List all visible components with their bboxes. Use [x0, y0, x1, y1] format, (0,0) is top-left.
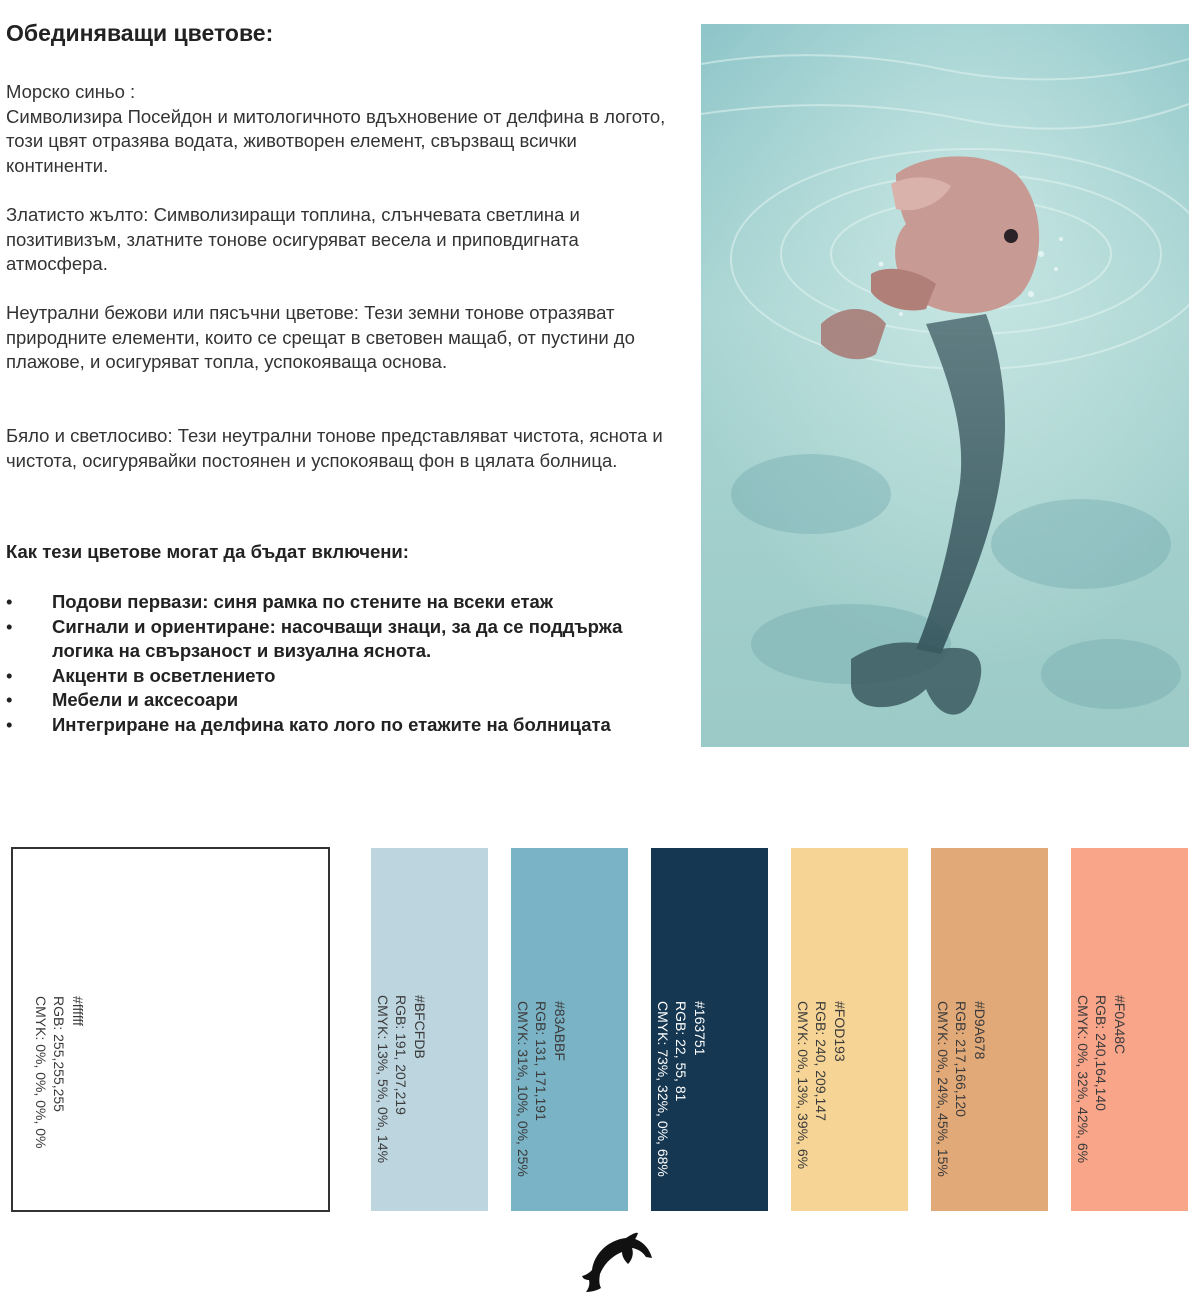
swatch-cmyk: CMYK: 0%, 24%, 45%, 15% [935, 1001, 951, 1177]
bullet-symbol: • [6, 664, 13, 686]
swatch-hex: #83ABBF [552, 1001, 568, 1061]
list-item [6, 664, 656, 689]
swatch-rgb: RGB: 240,164,140 [1093, 995, 1110, 1111]
bullet-symbol: • [6, 615, 13, 637]
swatch-cmyk: CMYK: 13%, 5%, 0%, 14% [375, 995, 391, 1164]
swatch-rgb: RGB: 217,166,120 [953, 1001, 970, 1117]
swatch-rgb: RGB: 131, 171,191 [533, 1001, 550, 1121]
swatch-white [11, 847, 330, 1212]
swatch-hex: #FOD193 [832, 1001, 848, 1062]
bullet-symbol: • [6, 713, 13, 735]
swatch-cmyk: CMYK: 73%, 32%, 0%, 68% [655, 1001, 671, 1177]
swatch-label [1074, 995, 1130, 1163]
swatch-mid-blue [511, 848, 628, 1211]
swatch-label [32, 996, 88, 1149]
swatch-hex: #ffffff [70, 996, 86, 1026]
swatch-cmyk: CMYK: 0%, 32%, 42%, 6% [1075, 995, 1091, 1164]
usage-list [6, 590, 656, 737]
dolphin-logo-icon [580, 1230, 656, 1294]
list-item [6, 615, 656, 664]
paragraph-heading: Морско синьо : [6, 81, 136, 102]
list-item [6, 688, 656, 713]
paragraph-text: Символизира Посейдон и митологичното вдъхновение от делфина в логото, този цвят отразява водата, животворен елемент, свързващ всички континенти. [6, 105, 666, 176]
swatch-golden-yellow [791, 848, 908, 1211]
swatch-cmyk: CMYK: 0%, 13%, 39%, 6% [795, 1001, 811, 1170]
paragraph-white-grey: Бяло и светлосиво: Тези неутрални тонове представляват чистота, яснота и чистота, осигурявайки постоянен и успокояващ фон в цялата болница. [6, 425, 663, 471]
list-item-text: Подови первази: синя рамка по стените на всеки етаж [52, 591, 553, 612]
page-title: Обединяващи цветове: [6, 20, 274, 46]
bullet-symbol: • [6, 689, 13, 710]
swatch-cmyk: CMYK: 31%, 10%, 0%, 25% [515, 1001, 531, 1177]
list-item [6, 713, 656, 738]
swatch-label [794, 1001, 850, 1169]
swatch-rgb: RGB: 191, 207,219 [393, 995, 410, 1115]
swatch-label [514, 1001, 570, 1177]
swatch-hex: #F0A48C [1112, 995, 1128, 1055]
swatch-light-blue [371, 848, 488, 1211]
swatch-label [374, 995, 430, 1163]
swatch-sand [931, 848, 1048, 1211]
swatch-coral [1071, 848, 1188, 1211]
swatch-hex: #BFCFDB [412, 995, 428, 1059]
swatch-rgb: RGB: 240, 209,147 [813, 1001, 830, 1121]
swatch-navy [651, 848, 768, 1211]
paragraph-neutral-beige: Неутрални бежови или пясъчни цветове: Тези земни тонове отразяват природните елементи, които се срещат в световен мащаб, от пустини до плажове, и осигуряват топла, успокояваща основа. [6, 302, 635, 372]
list-item-text: Сигнали и ориентиране: насочващи знаци, за да се поддържа логика на свързаност и визуална яснота. [52, 615, 623, 661]
dolphin-photo [701, 24, 1189, 747]
paragraph-golden-yellow: Златисто жълто: Символизиращи топлина, слънчевата светлина и позитивизъм, златните тонове осигуряват весела и приповдигната атмосфера. [6, 204, 580, 274]
paragraph-sea-blue [6, 80, 666, 178]
swatch-label [654, 1001, 710, 1177]
swatch-rgb: RGB: 255,255,255 [51, 996, 68, 1112]
usage-title: Как тези цветове могат да бъдат включени: [6, 541, 409, 562]
bullet-symbol: • [6, 591, 13, 612]
swatch-rgb: RGB: 22, 55, 81 [673, 1001, 690, 1102]
swatch-hex: #D9A678 [972, 1001, 988, 1060]
swatch-cmyk: CMYK: 0%, 0%, 0%, 0% [33, 996, 49, 1149]
list-item [6, 590, 656, 615]
list-item-text: Акценти в осветлението [52, 664, 276, 686]
list-item-text: Мебели и аксесоари [52, 689, 239, 710]
swatch-label [934, 1001, 990, 1177]
list-item-text: Интегриране на делфина като лого по етажите на болницата [52, 713, 611, 735]
swatch-hex: #163751 [692, 1001, 708, 1056]
